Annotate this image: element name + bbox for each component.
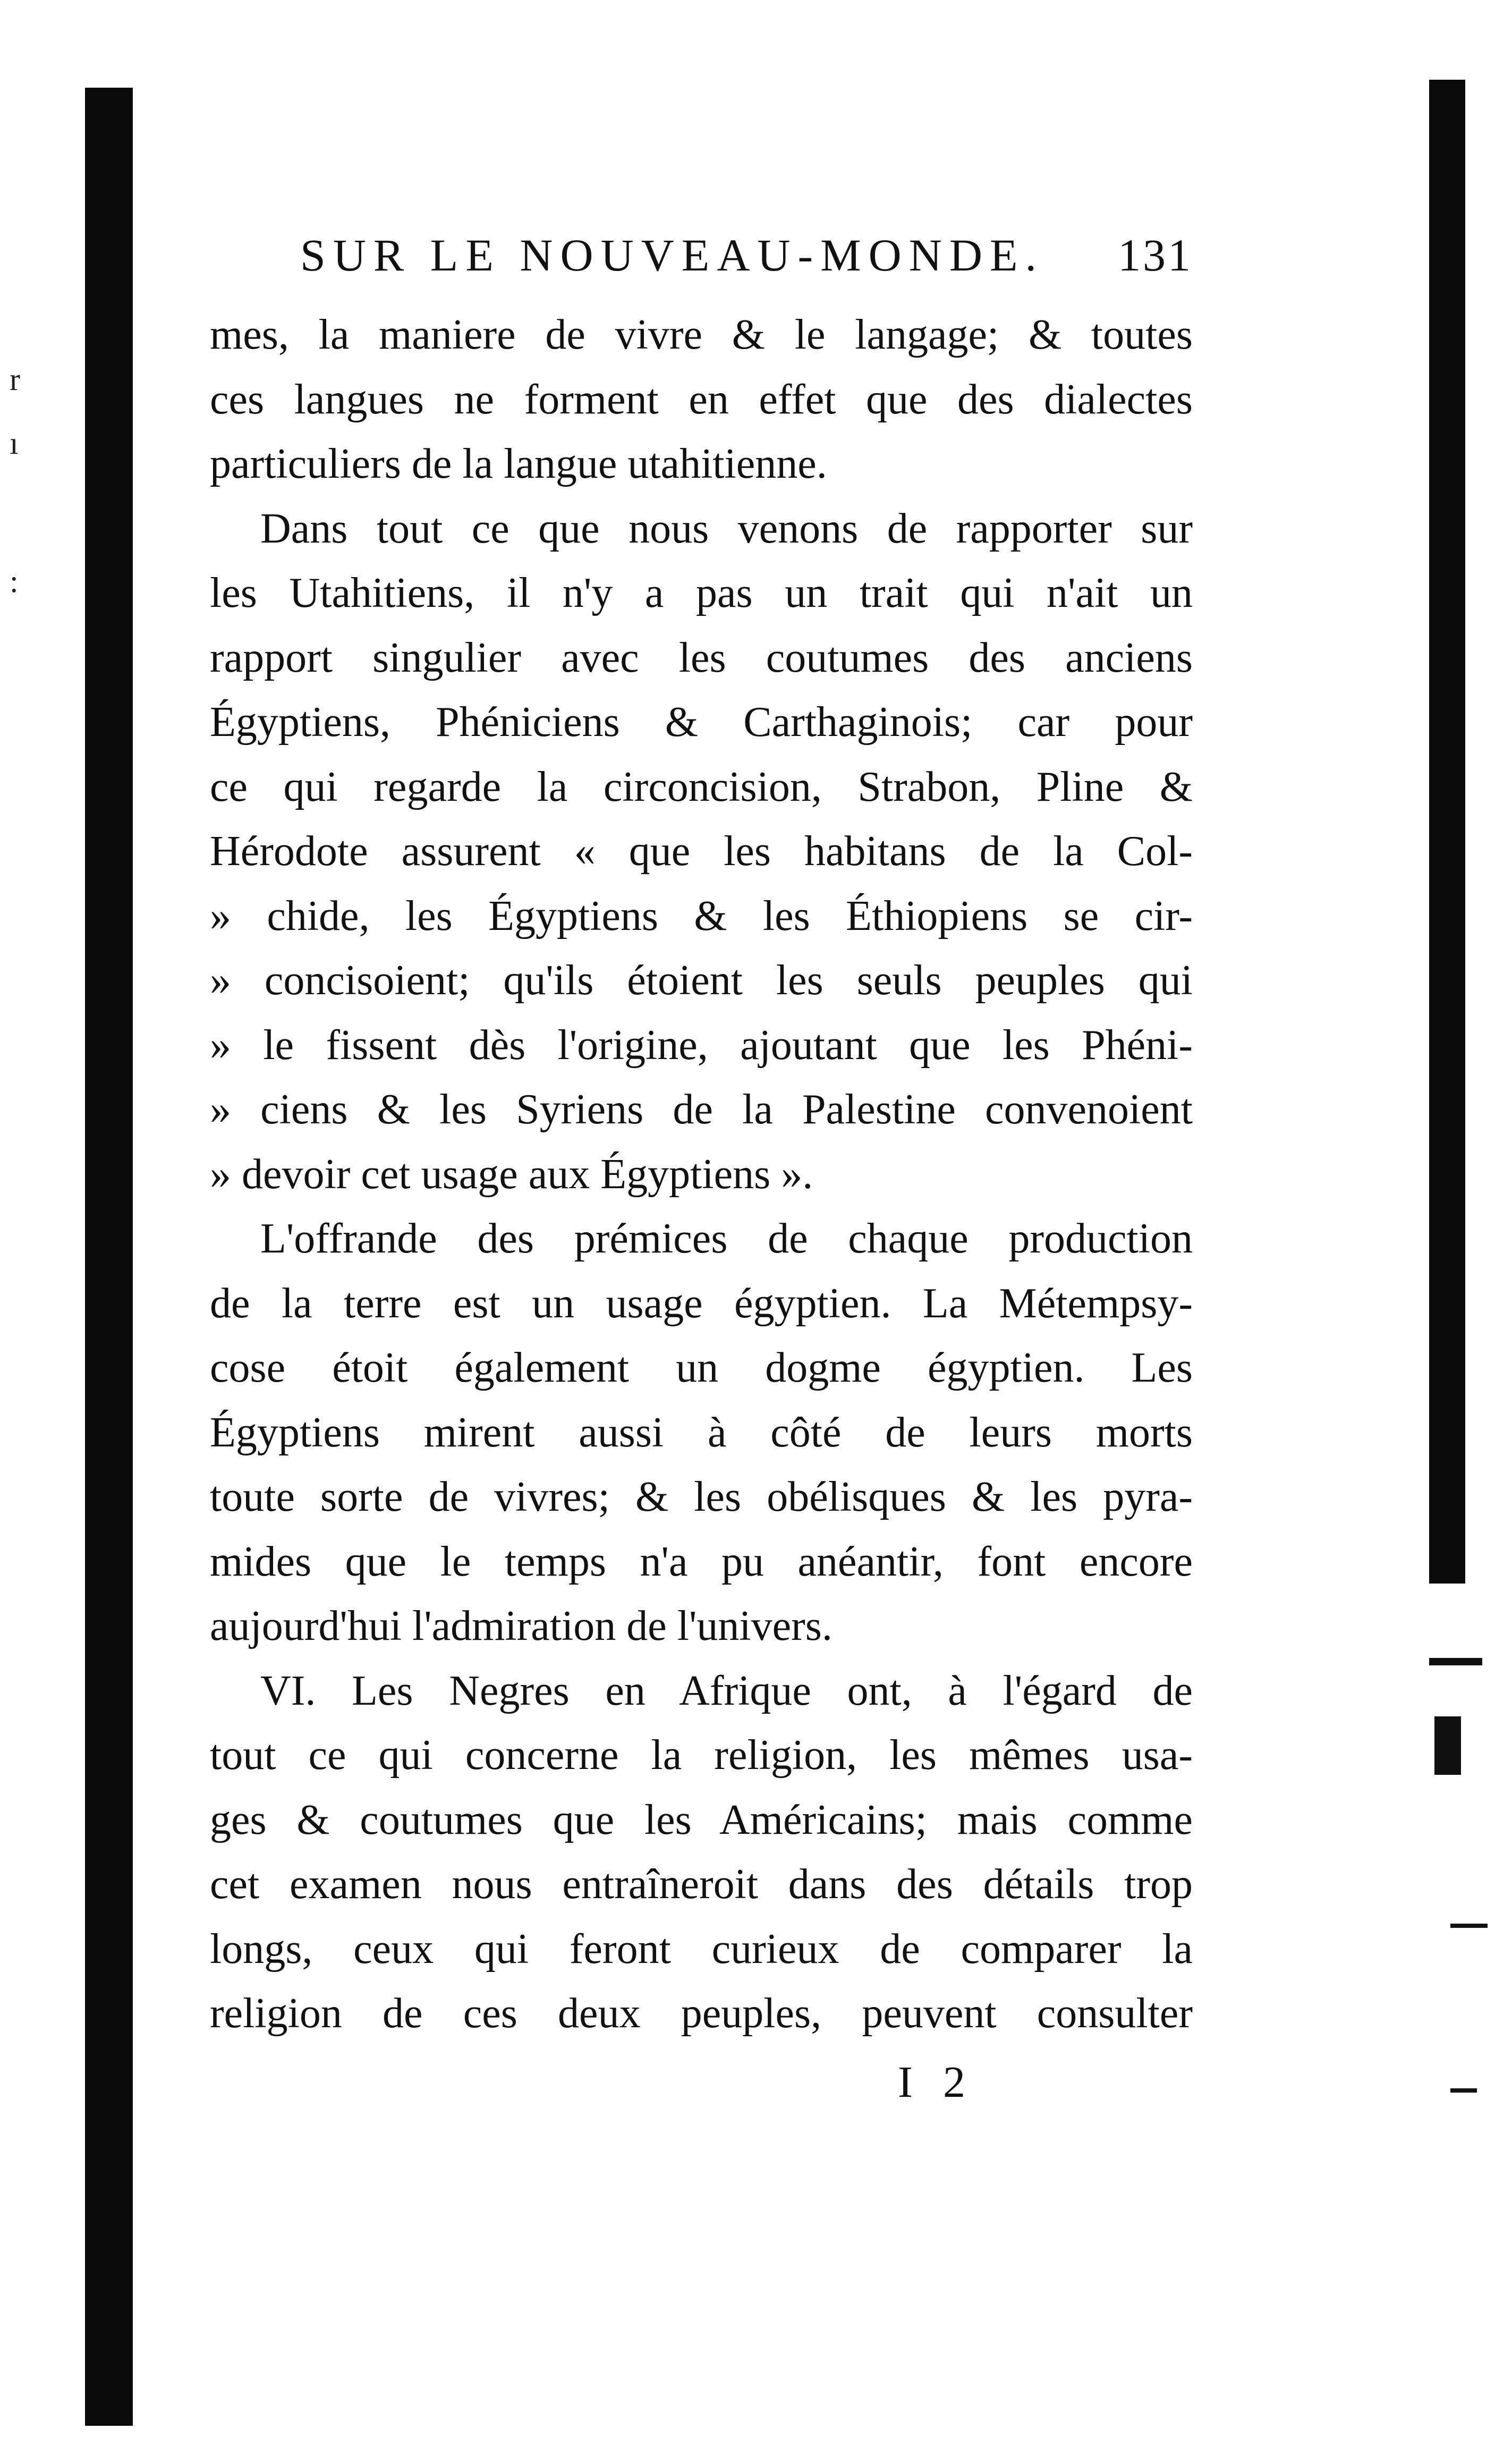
text-line: longs, ceux qui feront curieux de comparer la	[210, 1925, 1193, 1973]
text-line: tout ce qui concerne la religion, les mêmes usa-	[210, 1732, 1193, 1779]
text-line: toute sorte de vivres; & les obélisques & les pyra-	[210, 1474, 1193, 1520]
text-line: les Utahitiens, il n'y a pas un trait qui n'ait un	[210, 570, 1193, 616]
text-line: aujourd'hui l'admiration de l'univers.	[210, 1603, 833, 1649]
text-line: » le fissent dès l'origine, ajoutant que les Phéni-	[210, 1021, 1193, 1069]
text-line: religion de ces deux peuples, peuvent consulter	[210, 1990, 1193, 2037]
text-line: ce qui regarde la circoncision, Strabon, Pline &	[210, 763, 1193, 810]
text-line: ces langues ne forment en effet que des dialectes	[210, 376, 1193, 423]
gutter-mark: :	[10, 564, 19, 599]
signature-mark: I 2	[898, 2058, 975, 2107]
text-line: » devoir cet usage aux Égyptiens ».	[210, 1150, 813, 1198]
text-line: Égyptiens mirent aussi à côté de leurs morts	[210, 1409, 1193, 1456]
text-line: mes, la maniere de vivre & le langage; & toutes	[210, 311, 1193, 358]
text-line: ges & coutumes que les Américains; mais comme	[210, 1796, 1193, 1843]
text-line: de la terre est un usage égyptien. La Métempsy-	[210, 1280, 1193, 1327]
paragraph	[210, 1659, 1193, 2046]
scan-mark	[1450, 1924, 1488, 1928]
text-line: Hérodote assurent « que les habitans de la Col-	[210, 828, 1193, 875]
text-line: VI. Les Negres en Afrique ont, à l'égard de	[260, 1667, 1193, 1714]
running-head	[210, 228, 1193, 303]
body-text	[210, 303, 1193, 2046]
gutter-mark: r	[10, 362, 20, 397]
text-line: L'offrande des prémices de chaque production	[260, 1215, 1193, 1262]
paragraph	[210, 303, 1193, 497]
text-line: Égyptiens, Phéniciens & Carthaginois; car pour	[210, 699, 1193, 746]
scan-edge-left	[85, 88, 133, 2426]
text-line: particuliers de la langue utahitienne.	[210, 441, 827, 487]
text-line: rapport singulier avec les coutumes des anciens	[210, 634, 1193, 681]
scan-mark	[1429, 1658, 1482, 1665]
scan-mark	[1450, 2088, 1477, 2093]
running-head-title: SUR LE NOUVEAU-MONDE.	[300, 230, 1044, 281]
text-line: Dans tout ce que nous venons de rapporter sur	[260, 505, 1193, 552]
book-page	[210, 228, 1193, 2046]
paragraph	[210, 1207, 1193, 1659]
page-number: 131	[1118, 230, 1193, 281]
text-line: » chide, les Égyptiens & les Éthiopiens se cir-	[210, 892, 1193, 939]
scan-edge-right	[1429, 80, 1465, 1584]
gutter-mark: ı	[10, 426, 19, 461]
text-line: » concisoient; qu'ils étoient les seuls peuples qui	[210, 957, 1193, 1004]
scan-mark	[1434, 1716, 1461, 1775]
text-line: mides que le temps n'a pu anéantir, font encore	[210, 1538, 1193, 1585]
text-line: » ciens & les Syriens de la Palestine convenoient	[210, 1086, 1193, 1133]
text-line: cet examen nous entraîneroit dans des détails trop	[210, 1861, 1193, 1908]
paragraph	[210, 497, 1193, 1207]
text-line: cose étoit également un dogme égyptien. Les	[210, 1344, 1193, 1391]
